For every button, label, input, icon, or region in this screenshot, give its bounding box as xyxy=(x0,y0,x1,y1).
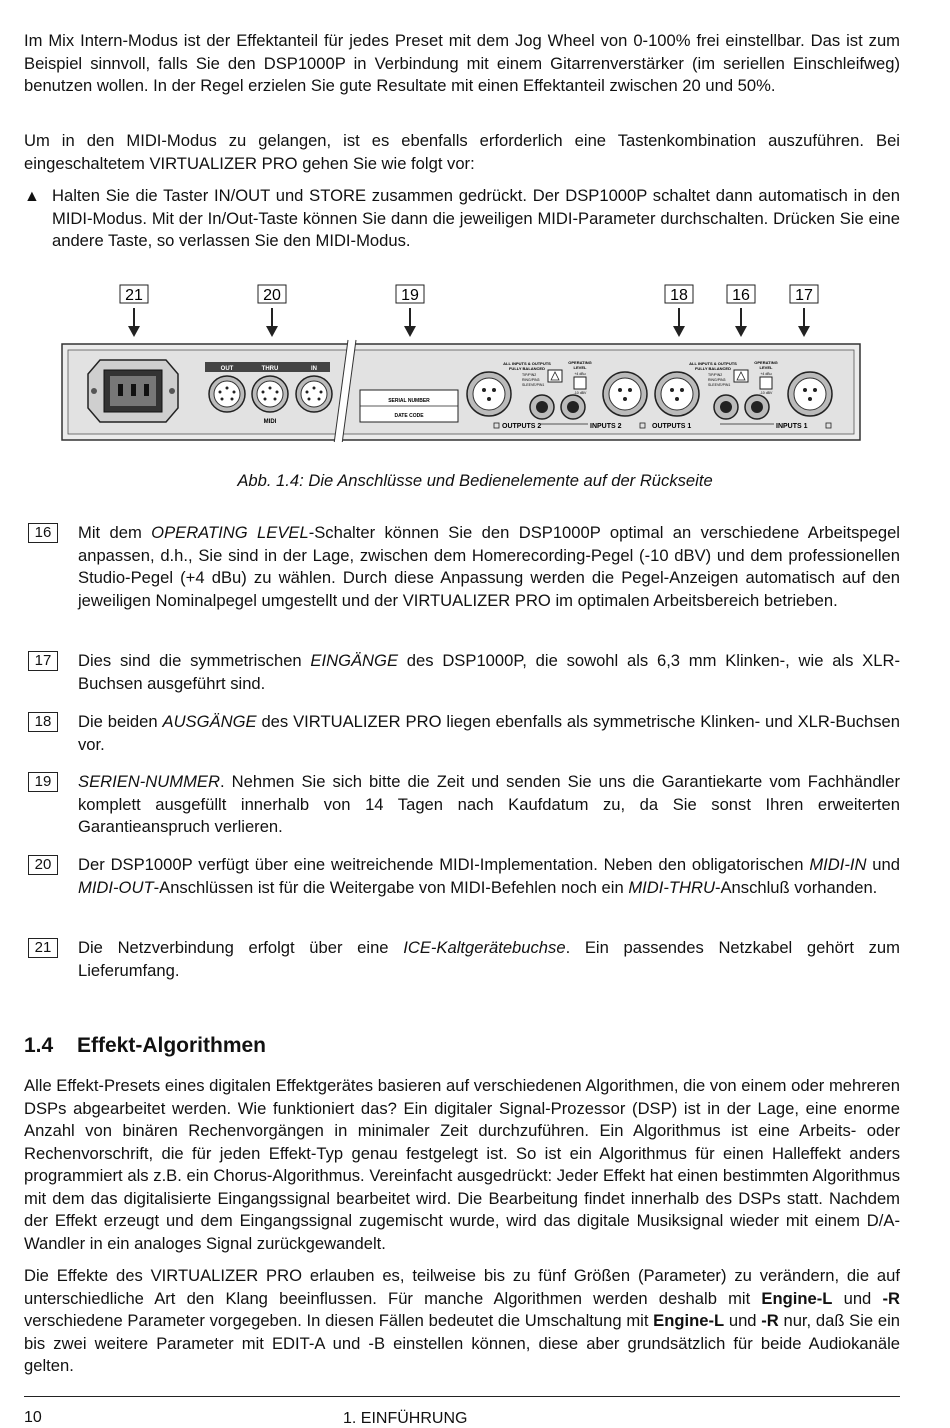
footer-rule xyxy=(24,1396,900,1397)
item-21 xyxy=(28,937,900,982)
item-17 xyxy=(28,650,900,695)
svg-text:20: 20 xyxy=(263,287,281,304)
item-number: 21 xyxy=(28,938,58,958)
section-heading xyxy=(24,1034,266,1058)
svg-text:DATE CODE: DATE CODE xyxy=(394,413,424,419)
svg-text:21: 21 xyxy=(125,287,143,304)
section-number: 1.4 xyxy=(24,1034,54,1057)
item-number: 20 xyxy=(28,855,58,875)
item-16 xyxy=(28,522,900,612)
svg-text:19: 19 xyxy=(401,287,419,304)
callout-21 xyxy=(120,285,148,337)
svg-text:FULLY BALANCED: FULLY BALANCED xyxy=(694,366,732,371)
item-number: 17 xyxy=(28,651,58,671)
item-19 xyxy=(28,771,900,839)
svg-text:ALL INPUTS & OUTPUTS: ALL INPUTS & OUTPUTS xyxy=(689,361,737,366)
midi-thru-label: THRU xyxy=(261,366,279,372)
item-text: Mit dem OPERATING LEVEL-Schalter können Sie den DSP1000P optimal an verschiedene Arbeitspegel anpassen, d.h., Sie sind in der Lage, zwischen dem Homerecording-Pegel (-10 dBV) und dem professionellen Studio-Pegel (+4 dBu) zu wählen. Durch diese Anpassung werden die Pegel-Anzeigen automatisch auf den jeweiligen Nominalpegel umgestellt und der VIRTUALIZER PRO im optimalen Arbeitsbereich betrieben. xyxy=(78,523,900,610)
svg-text:OUTPUTS 1: OUTPUTS 1 xyxy=(652,423,692,430)
svg-text:ALL INPUTS & OUTPUTS: ALL INPUTS & OUTPUTS xyxy=(503,361,551,366)
callout-18 xyxy=(665,285,693,337)
page-number: 10 xyxy=(24,1409,42,1426)
svg-text:SLEEVE/PIN1: SLEEVE/PIN1 xyxy=(708,383,731,387)
svg-text:-10 dBV: -10 dBV xyxy=(759,391,773,395)
callout-20 xyxy=(258,285,286,337)
section-title: Effekt-Algorithmen xyxy=(77,1034,266,1057)
item-text: Die beiden AUSGÄNGE des VIRTUALIZER PRO liegen ebenfalls als symmetrische Klinken- und XLR-Buchsen vor. xyxy=(78,712,900,754)
svg-text:LEVEL: LEVEL xyxy=(759,365,773,370)
power-socket-icon xyxy=(88,360,178,422)
chapter-footer: 1. EINFÜHRUNG xyxy=(343,1410,468,1427)
svg-text:TIP/PIN2: TIP/PIN2 xyxy=(522,373,537,377)
item-text: Der DSP1000P verfügt über eine weitreichende MIDI-Implementation. Neben den obligatorischen MIDI-IN und MIDI-OUT-Anschlüssen ist für die Weitergabe von MIDI-Befehlen noch ein MIDI-THRU-Anschluß vorhanden. xyxy=(78,855,900,897)
svg-text:INPUTS 1: INPUTS 1 xyxy=(776,423,808,430)
svg-text:-10 dBV: -10 dBV xyxy=(573,391,587,395)
svg-text:RING/PIN3: RING/PIN3 xyxy=(708,378,726,382)
section-paragraph-1: Alle Effekt-Presets eines digitalen Effektgerätes basieren auf verschiedenen Algorithmen, die von einem oder mehreren DSPs abgearbeitet werden. Wie funktioniert das? Ein digitaler Signal-Prozessor (DSP) ist in der Lage, eine enorme Anzahl von binären Rechenvorgängen in minimaler Zeit durchzuführen. Ein Algorithmus ist eine Arbeits- oder Rechenvorschrift, die für jeden Effekt-Typ genau festgelegt ist. So ist ein Algorithmus für einen Halleffekt anders programmiert als z.B. ein Chorus-Algorithmus. Vereinfacht ausgedrückt: Jeder Effekt hat einen bestimmten Algorithmus mit dem das digitalisierte Eingangssignal bearbeitet wird. Die Bearbeitung findet innerhalb des DSPs statt. Nachdem der Effekt erzeugt und dem Eingangssignal zugemischt wurde, wird das digitale Musiksignal wieder mit einem D/A-Wandler in ein analoges Signal zurückgewandelt. xyxy=(24,1076,900,1253)
item-text: Dies sind die symmetrischen EINGÄNGE des DSP1000P, die sowohl als 6,3 mm Klinken-, wie als XLR-Buchsen ausgeführt sind. xyxy=(78,651,900,693)
svg-text:16: 16 xyxy=(732,287,750,304)
item-number: 18 xyxy=(28,712,58,732)
section-paragraph-2: Die Effekte des VIRTUALIZER PRO erlauben es, teilweise bis zu fünf Größen (Parameter) zu verändern, die auf unterschiedliche Art den Klang beeinflussen. Für manche Algorithmen werden deshalb mit Engine-L und -R verschiedene Parameter vorgegeben. In diesen Fällen bedeutet die Umschaltung mit Engine-L und -R nur, daß Sie ein bis zwei weitere Parameter mit EDIT-A und -B einstellen können, diese aber grundsätzlich für beide Audiokanäle gelten. xyxy=(24,1266,900,1375)
item-text: Die Netzverbindung erfolgt über eine ICE-Kaltgerätebuchse. Ein passendes Netzkabel gehört zum Lieferumfang. xyxy=(78,938,900,980)
serial-number-plate xyxy=(360,390,458,422)
svg-text:OUTPUTS 2: OUTPUTS 2 xyxy=(502,423,542,430)
svg-text:SERIAL NUMBER: SERIAL NUMBER xyxy=(388,398,430,404)
midi-in-label: IN xyxy=(311,366,317,372)
item-number: 16 xyxy=(28,523,58,543)
item-18 xyxy=(28,711,900,756)
svg-text:+4 dBu: +4 dBu xyxy=(574,372,586,376)
callout-16 xyxy=(727,285,755,337)
midi-title: MIDI xyxy=(263,419,277,425)
item-20 xyxy=(28,854,900,899)
rear-panel xyxy=(62,340,860,442)
svg-text:18: 18 xyxy=(670,287,688,304)
svg-text:RING/PIN3: RING/PIN3 xyxy=(522,378,540,382)
svg-text:SLEEVE/PIN1: SLEEVE/PIN1 xyxy=(522,383,545,387)
item-text: SERIEN-NUMMER. Nehmen Sie sich bitte die Zeit und senden Sie uns die Garantiekarte vom Fachhändler komplett ausgefüllt innerhalb von 14 Tagen nach Kaufdatum zu, da Sie sonst Ihren erweiterten Garantieanspruch verlieren. xyxy=(78,772,900,836)
intro-paragraph-2: Um in den MIDI-Modus zu gelangen, ist es ebenfalls erforderlich eine Tastenkombination auszuführen. Bei eingeschaltetem VIRTUALIZER PRO gehen Sie wie folgt vor: xyxy=(24,131,900,173)
svg-text:TIP/PIN2: TIP/PIN2 xyxy=(708,373,723,377)
svg-text:OPERATING: OPERATING xyxy=(754,360,778,365)
svg-text:INPUTS 2: INPUTS 2 xyxy=(590,423,622,430)
midi-out-label: OUT xyxy=(220,366,234,372)
callout-19 xyxy=(396,285,424,337)
triangle-bullet-icon: ▲ xyxy=(24,188,40,205)
instruction-bullet xyxy=(24,185,900,253)
figure-caption: Abb. 1.4: Die Anschlüsse und Bedienelemente auf der Rückseite xyxy=(237,471,713,490)
svg-text:FULLY BALANCED: FULLY BALANCED xyxy=(508,366,546,371)
rear-panel-figure xyxy=(60,282,862,442)
intro-paragraph-1: Im Mix Intern-Modus ist der Effektanteil für jedes Preset mit dem Jog Wheel von 0-100% frei einstellbar. Das ist zum Beispiel sinnvoll, falls Sie den DSP1000P in Verbindung mit einem Gitarrenverstärker (im seriellen Einschleifweg) benutzen wollen. In der Regel erzielen Sie gute Resultate mit einen Effektanteil zwischen 20 und 50%. xyxy=(24,31,900,95)
svg-text:17: 17 xyxy=(795,287,813,304)
item-number: 19 xyxy=(28,772,58,792)
svg-text:+4 dBu: +4 dBu xyxy=(760,372,772,376)
bullet-text: Halten Sie die Taster IN/OUT und STORE zusammen gedrückt. Der DSP1000P schaltet dann automatisch in den MIDI-Modus. Mit der In/Out-Taste können Sie dann die jeweiligen MIDI-Parameter durchschalten. Drücken Sie eine andere Taste, so verlassen Sie den MIDI-Modus. xyxy=(52,186,900,250)
svg-text:OPERATING: OPERATING xyxy=(568,360,592,365)
callout-17 xyxy=(790,285,818,337)
svg-text:LEVEL: LEVEL xyxy=(573,365,587,370)
